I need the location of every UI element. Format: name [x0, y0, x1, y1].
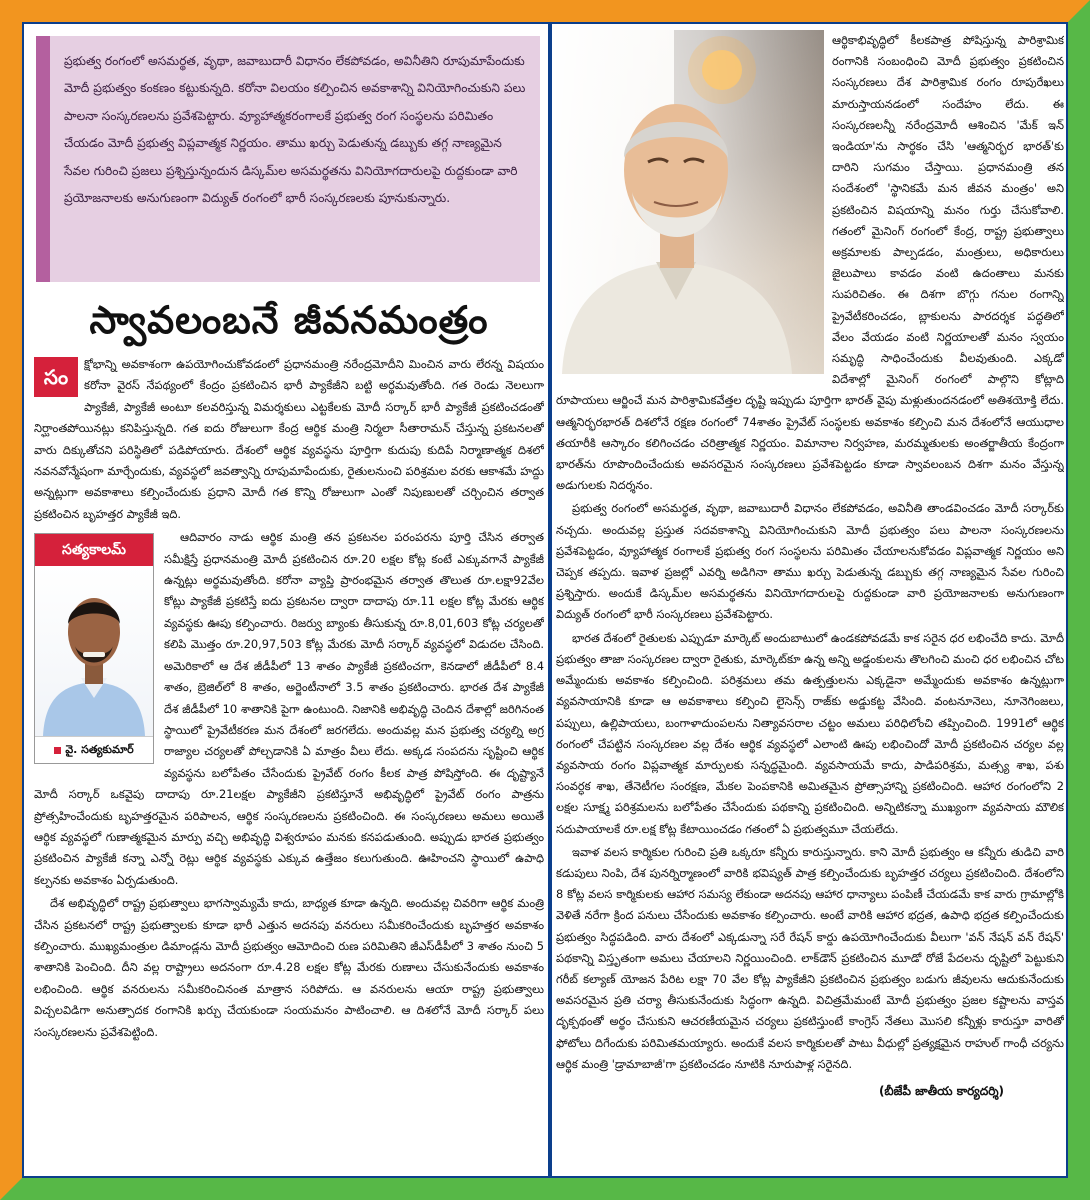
column-label: సత్యకాలమ్	[35, 534, 153, 566]
column-divider	[548, 24, 552, 1176]
headline: స్వావలంబనే జీవనమంత్రం	[89, 298, 489, 342]
author-box	[34, 533, 154, 764]
article-page	[22, 22, 1068, 1178]
modi-photo	[556, 30, 824, 374]
author-photo	[35, 566, 153, 736]
summary-text: ప్రభుత్వ రంగంలో అసమర్థత, వృథా, జవాబుదారీ విధానం లేకపోవడం, అవినీతిని రూపుమాపేందుకు మోదీ ప్రభుత్వం కంకణం కట్టుకున్నది. కరోనా విలయం కల్పించిన అవకాశాన్ని వినియోగించుకుని పలు పాలనా సంస్కరణలను ప్రవేశపెట్టారు. వ్యూహాత్మకరంగాలకే ప్రభుత్వ రంగ సంస్థలను పరిమితం చేయడం మోదీ ప్రభుత్వ విప్లవాత్మక నిర్ణయం. తాము ఖర్చు పెడుతున్న డబ్బుకు తగ్గ నాణ్యమైన సేవల గురించి ప్రజలు ప్రశ్నిస్తున్నందున డిస్కమ్‌ల అసమర్థతను వినియోగదారులపై రుద్దకుండా వారి ప్రయోజనాలకు అనుగుణంగా విద్యుత్ రంగంలో భారీ సంస్కరణలకు పూనుకున్నారు.	[64, 54, 526, 206]
body-paragraph: భారత దేశంలో రైతులకు ఎప్పుడూ మార్కెట్ అందుబాటులో ఉండకపోవడమే కాక సరైన ధర లభించేది కాదు. మోదీ ప్రభుత్వం తాజా సంస్కరణల ద్వారా రైతుకు, మార్కెట్‌కూ ఉన్న అన్ని అడ్డంకులను తొలగించి మంచి ధర లభించిన చోట అమ్మేందుకు అవకాశం కల్పించింది. పరిశ్రమలు తమ ఉత్పత్తులను ఎక్కడైనా అమ్మేందుకు అవకాశం ఉన్నట్లుగా వ్యవసాయానికి కూడా ఆ అవకాశాలు కల్పించి లైసెన్స్ రాజ్‌కు అడ్డుకట్ట వేసింది. వంటనూనెలు, నూనెగింజలు, పప్పులు, ఉల్లిపాయలు, బంగాళాదుంపలను నిత్యావసరాల చట్టం అమలు పరిధిలోంచి తప్పించింది. 1991లో ఆర్థిక రంగంలో చేపట్టిన సంస్కరణల వల్ల దేశం ఆర్థిక వ్యవస్థలో ఎలాంటి ఊపు లభించిందో మోదీ ప్రకటించిన చర్యల వల్ల వ్యవసాయ రంగం విప్లవాత్మక మార్పులకు సన్నద్ధమైంది. వ్యవసాయమే కాదు, పాడిపరిశ్రమ, మత్స్య శాఖ, పశు సంవర్ధక శాఖ, తేనెటీగల సంరక్షణ, మేకల పెంపకానికి అమితమైన ప్రోత్సాహాన్ని ప్రకటించింది. ఆహార రంగంలోని 2 లక్షల సూక్ష్మ పరిశ్రమలను బలోపేతం చేసేందుకు పథకాన్ని ప్రకటించింది. అన్నిటికన్నా ముఖ్యంగా వ్యవసాయ మౌలిక సదుపాయాలకే రూ.లక్ష కోట్ల కేటాయించడం గతంలో ఏ ప్రభుత్వమూ చేయలేదు.	[556, 630, 1064, 836]
left-body	[34, 354, 544, 1043]
dropcap: సం	[34, 357, 78, 397]
author-name: వై. సత్యకుమార్	[35, 736, 153, 763]
left-column	[34, 30, 544, 1170]
bullet-square	[54, 747, 61, 754]
body-paragraph: ప్రభుత్వ రంగంలో అసమర్థత, వృథా, జవాబుదారీ విధానం లేకపోవడం, అవినీతి తాండవించడం మోదీ సర్కార్‌కు నచ్చదు. అందువల్ల ప్రస్తుత సదవకాశాన్ని వినియోగించుకుని మోదీ ప్రభుత్వం పలు పాలనా సంస్కరణలను ప్రవేశపెట్టడం, వ్యూహాత్మక రంగాలకే ప్రభుత్వ రంగ సంస్థలను పరిమితం చేయాలనుకోవడం విప్లవాత్మక నిర్ణయం అని చెప్పక తప్పదు. ఇవాళ ప్రజల్లో ఎవర్ని అడిగినా తాము ఖర్చు పెడుతున్న డబ్బుకు తగ్గ నాణ్యమైన సేవల గురించి ప్రశ్నిస్తారు. అందుకే డిస్కమ్‌ల అసమర్థతను వినియోగదారులపై రుద్దకుండా వారి ప్రయోజనాలకు అనుగుణంగా విద్యుత్ రంగంలో భారీ సంస్కరణలు ప్రవేశపెట్టారు.	[556, 501, 1064, 622]
summary-box	[36, 36, 540, 282]
byline: (బీజేపీ జాతీయ కార్యదర్శి)	[878, 1083, 1004, 1098]
body-paragraph: ఇవాళ వలస కార్మికుల గురించి ప్రతి ఒక్కరూ కన్నీరు కారుస్తున్నారు. కాని మోదీ ప్రభుత్వం ఆ కన్నీరు తుడిచి వారి కడుపులు నింపి, దేశ పునర్నిర్మాణంలో వారికి భవిష్యత్ పాత్ర కల్పించేందుకు బృహత్తర చర్యలు ప్రకటించింది. దేశంలోని 8 కోట్ల వలస కార్మికులకు ఆహార సమస్య లేకుండా అదనపు ఆహార ధాన్యాలు పంపిణీ చేయడమే కాక వారు గ్రామాల్లోకి వెళితే నరేగా క్రింద పనులు చేసేందుకు అవకాశం కల్పించారు. అంటే వారికి ఆహార భద్రత, ఉపాధి భద్రత కల్పించేందుకు ప్రభుత్వం సిద్ధపడింది. వారు దేశంలో ఎక్కడున్నా సరే రేషన్ కార్డు ఉపయోగించేందుకు వీలుగా 'వన్ నేషన్ వన్ రేషన్' పథకాన్ని విస్తృతంగా అమలు చేయాలని నిర్ణయించింది. లాక్‌డౌన్ ప్రకటించిన మూడో రోజే పేదలను దృష్టిలో పెట్టుకుని గరీబ్ కల్యాణ్ యోజన పేరిట లక్షా 70 వేల కోట్ల ప్యాకేజీని ప్రకటించిన ప్రభుత్వం బడుగు జీవులను ఆదుకునేందుకు అవసరమైన ప్రతి చర్యా తీసుకునేందుకు సిద్ధంగా ఉన్నది. విచిత్రమేమంటే మోదీ ప్రభుత్వం ప్రజల కష్టాలను వాస్తవ దృక్పథంతో అర్థం చేసుకుని ఆచరణీయమైన చర్యలు ప్రకటిస్తుంటే కాంగ్రెస్ నేతలు మొసలి కన్నీళ్లు కారుస్తూ వారితో ఫోటోలు దిగేందుకు పరిమితమయ్యారు. అందుకే వలస కార్మికులతో పాటు వీధుల్లో ప్రత్యక్షమైన రాహుల్ గాంధీ చర్యను ఆర్థిక మంత్రి 'డ్రామాబాజీ'గా ప్రకటించడం నూటికి నూరుపాళ్ల సరైనది.	[556, 844, 1064, 1071]
right-column	[556, 30, 1064, 1170]
body-paragraph: దేశ అభివృద్ధిలో రాష్ట్ర ప్రభుత్వాలు భాగస్వామ్యమే కాదు, బాధ్యత కూడా ఉన్నది. అందువల్ల చివరిగా ఆర్థిక మంత్రి చేసిన ప్రకటనలో రాష్ట్ర ప్రభుత్వాలకు కూడా భారీ ఎత్తున అదనపు వనరులు సమీకరించేందుకు బృహత్తర అవకాశం కల్పించారు. ముఖ్యమంత్రుల డిమాండ్లను మోదీ ప్రభుత్వం ఆమోదించి రుణ పరిమితిని జీఎస్‌డీపీలో 3 శాతం నుంచి 5 శాతానికి పెంచింది. దీని వల్ల రాష్ట్రాలు అదనంగా రూ.4.28 లక్షల కోట్ల మేరకు రుణాలు చేసుకునేందుకు అవకాశం లభించింది. ఆర్థిక వనరులను సమీకరించినంత మాత్రాన సరిపోదు. ఆ వనరులను ఆయా రాష్ట్ర ప్రభుత్వాలు విచ్చలవిడిగా అనుత్పాదక రంగానికి ఖర్చు చేయకుండా సంయమనం పాటించాలి. ఆ దిశలోనే మోదీ సర్కార్ పలు సంస్కరణలను ప్రవేశపెట్టింది.	[34, 896, 544, 1039]
body-paragraph: ఆదివారం నాడు ఆర్థిక మంత్రి తన ప్రకటనల పరంపరను పూర్తి చేసిన తర్వాత సమీక్షిస్తే ప్రధానమంత్రి మోదీ ప్రకటించిన రూ.20 లక్షల కోట్ల కంటే ఎక్కువగానే ప్యాకేజీ ఉన్నట్లు అర్థమవుతోంది. కరోనా వ్యాప్తి ప్రారంభమైన తర్వాత తొలుత రూ.లక్షా92వేల కోట్లు ప్యాకేజీ ప్రకటిస్తే ఐదు ప్రకటనల ద్వారా దాదాపు రూ.11 లక్షల కోట్ల మేరకు ఆర్థిక వ్యవస్థకు ఊపు కల్పించారు. రిజర్వు బ్యాంకు తీసుకున్న రూ.8,01,603 కోట్ల చర్యలతో కలిపి మొత్తం రూ.20,97,503 కోట్ల మేరకు మోదీ సర్కార్ వ్యవస్థలో విడుదల చేసింది. అమెరికాలో ఆ దేశ జీడీపీలో 13 శాతం ప్యాకేజీ ప్రకటించగా, కెనడాలో జీడీపీలో 8.4 శాతం, బ్రెజిల్‌లో 8 శాతం, అర్జెంటీనాలో 3.5 శాతం ప్రకటించారు. భారత దేశ ప్యాకేజీ దేశ జీడీపీలో 10 శాతానికి పైగా ఉంటుంది. నిజానికి అభివృద్ధి చెందిన దేశాల్లో జరిగినంత స్థాయిలో ప్రైవేటీకరణ మన దేశంలో జరగలేదు. అందువల్ల మన ప్రభుత్వ చర్యల్ని అగ్ర రాజ్యాల చర్యలతో పోల్చడానికి ఏ మాత్రం వీలు లేదు. అక్కడ సంపదను సృష్టించి ఆర్థిక వ్యవస్థను బలోపేతం చేసేందుకు ప్రైవేట్ రంగం కీలక పాత్ర పోషిస్తోంది. ఈ దృష్ట్యానే మోదీ సర్కార్ ఒకవైపు దాదాపు రూ.21లక్షల ప్యాకేజీని ప్రకటిస్తూనే అభివృద్ధిలో ప్రైవేట్ రంగం పాత్రను ప్రోత్సహించేందుకు బృహత్తరమైన పరిపాలన, ఆర్థిక సంస్కరణలను ప్రకటించింది. ఈ సంస్కరణలు అమలు అయితే ఆర్థిక వ్యవస్థలో గుణాత్మకమైన మార్పు వచ్చి అభివృద్ధి విశ్వరూపం మనకు కనపడుతుంది. అప్పుడు భారత ప్రభుత్వం ప్రకటించిన ప్యాకేజీ కన్నా ఎన్నో రెట్లు ఆర్థిక వ్యవస్థకు ఎక్కువ ఉత్తేజం కలుగుతుంది. ఊహించని స్థాయిలో ఉపాధి కల్పనకు అవకాశం ఏర్పడుతుంది.	[34, 530, 544, 887]
right-body	[556, 30, 1064, 1102]
body-paragraph: క్షోభాన్ని అవకాశంగా ఉపయోగించుకోవడంలో ప్రధానమంత్రి నరేంద్రమోదీని మించిన వారు లేరన్న విషయం కరోనా వైరస్ నేపథ్యంలో కేంద్రం ప్రకటించిన భారీ ప్యాకేజీని బట్టి అర్థమవుతోంది. గత రెండు నెలలుగా ప్యాకేజీ, ప్యాకేజీ అంటూ కలవరిస్తున్న విమర్శకులు ఎట్టకేలకు మోదీ సర్కార్ భారీ ప్యాకేజీ ప్రకటించడంతో నిర్ఘాంతపోయినట్లు కనిపిస్తున్నది. గత ఐదు రోజులుగా కేంద్ర ఆర్థిక మంత్రి నిర్మలా సీతారామన్ చేస్తున్న ప్రకటనలతో వారు దిక్కుతోచని పరిస్థితిలో పడిపోయారు. దేశంలో ఆర్థిక వ్యవస్థను పూర్తిగా కుదుపు కుదిపే నిర్మాణాత్మక దిశలో నవనవోన్మేషంగా మార్చేందుకు, వ్యవస్థలో జవత్వాన్ని రూపుమాపేందుకు, రైతులనుంచి పరిశ్రమల వరకు ఆకాశమే హద్దు అన్నట్లుగా అవకాశాలు కల్పించేందుకు ప్రధాని మోదీ గత కొన్ని రోజులుగా ఎంతో నిపుణులతో చర్చించిన తర్వాత ప్రకటించిన బృహత్తర ప్యాకేజీ ఇది.	[34, 357, 544, 521]
body-paragraph: ఆర్థికాభివృద్ధిలో కీలకపాత్ర పోషిస్తున్న పారిశ్రామిక రంగానికి సంబంధించి మోదీ ప్రభుత్వం ప్రకటించిన సంస్కరణలు దేశ పారిశ్రామిక రంగం రూపురేఖలు మారుస్తాయనడంలో సందేహం లేదు. ఈ సంస్కరణలన్నీ నరేంద్రమోదీ ఆశించిన 'మేక్ ఇన్ ఇండియా'ను సార్థకం చేసి 'ఆత్మనిర్భర భారత్'కు దారిని సుగమం చేస్తాయి. ప్రధానమంత్రి తన సందేశంలో 'స్థానికమే మన జీవన మంత్రం' అని ప్రకటించిన విషయాన్ని మనం గుర్తు చేసుకోవాలి. గతంలో మైనింగ్ రంగంలో కేంద్ర, రాష్ట్ర ప్రభుత్వాలు అక్రమాలకు పాల్పడడం, మంత్రులు, అధికారులు జైలుపాలు కావడం వంటి ఉదంతాలు మనకు సుపరిచితం. ఈ దిశగా బొగ్గు గనుల రంగాన్ని ప్రైవేటీకరించడం, బ్లాకులను పారదర్శక పద్ధతిలో వేలం వేయడం వంటి నిర్ణయాలతో మనం స్వయం సమృద్ధి సాధించేందుకు వీలవుతుంది. ఎక్కడో విదేశాల్లో మైనింగ్ రంగంలో పాల్గొని కోట్లాది రూపాయలు ఆర్జించే మన పారిశ్రామికవేత్తల దృష్టి ఇప్పుడు పూర్తిగా భారత్ వైపు మళ్లుతుందనడంలో అతిశయోక్తి లేదు. ఆత్మనిర్భరభారత్ దిశలోనే రక్షణ రంగంలో 74శాతం ప్రైవేట్ సంస్థలకు అవకాశం కల్పించి మన దేశంలోనే ఆయుధాల తయారీకి ఆస్కారం కలిగించడం చరిత్రాత్మక నిర్ణయం. విమానాల నిర్వహణ, మరమ్మతులకు అంతర్జాతీయ కేంద్రంగా భారత్‌ను రూపొందించేందుకు అవసరమైన సంస్కరణలు ప్రవేశపెట్టడం కూడా స్వావలంబన దిశగా మనం వేస్తున్న అడుగులకు నిదర్శనం.	[556, 33, 1064, 493]
